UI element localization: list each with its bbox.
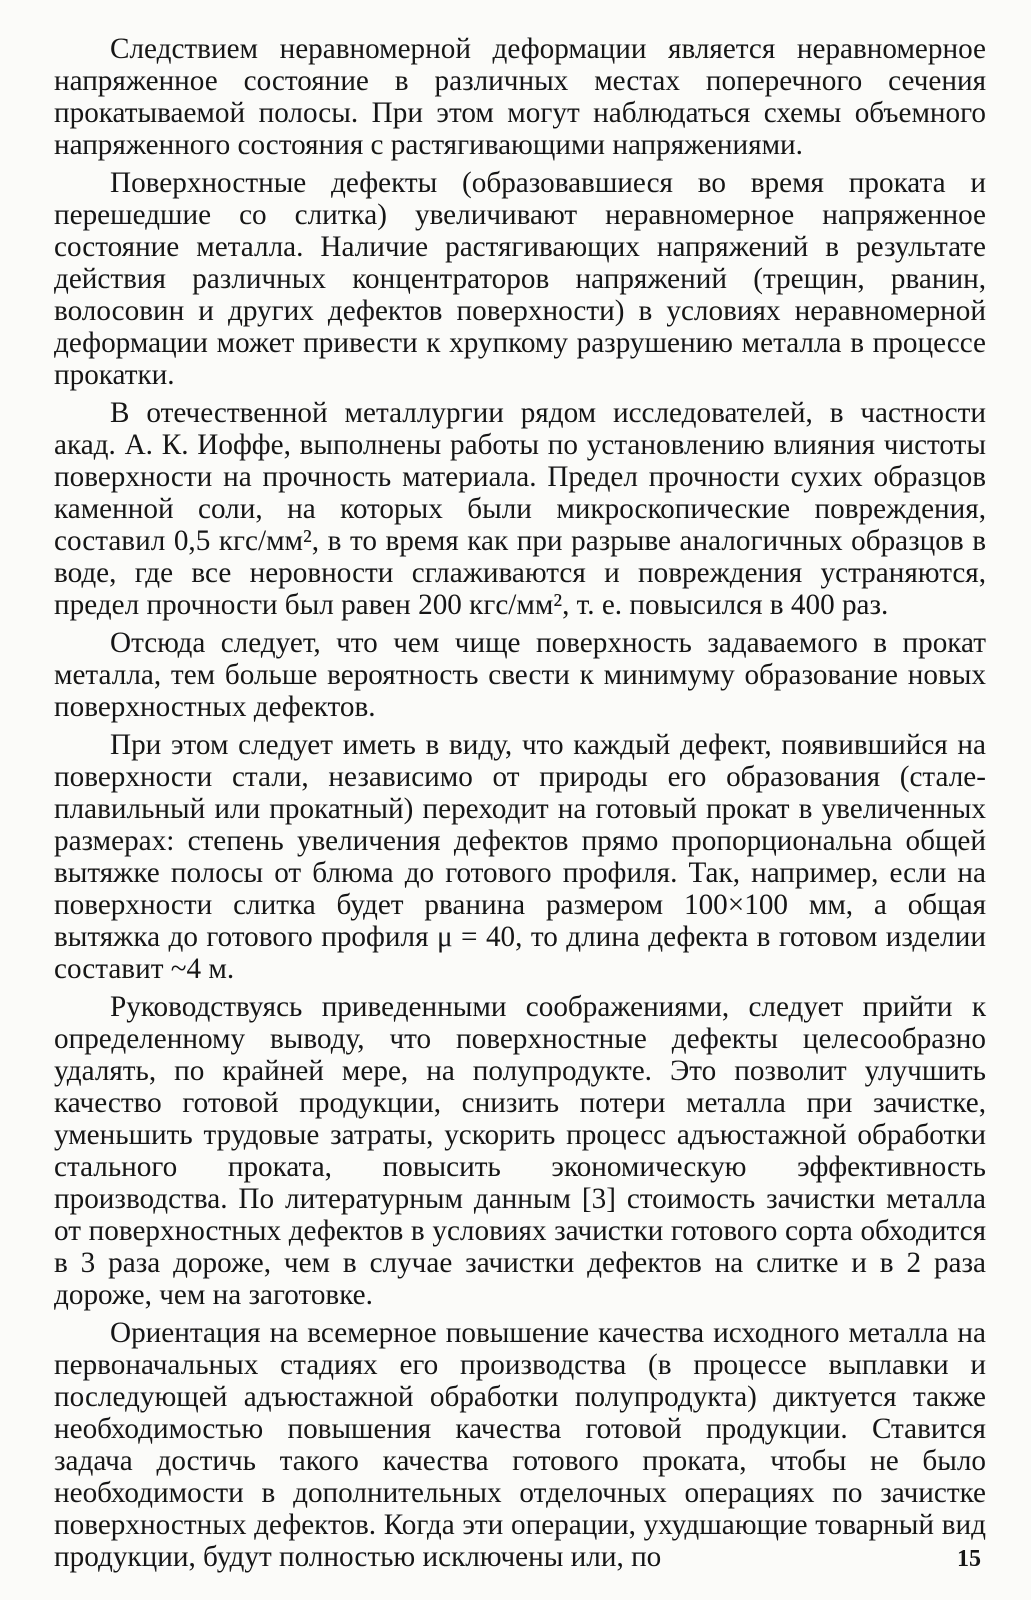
paragraph-7: Ориентация на всемерное повышение качества исходного металла на первоначальных стадиях его производства (в процессе выплавки и последующей адъюстажной обработки полупродукта) диктуется также необходимостью повышения качества готовой продукции. Ставится задача достичь такого качества готового проката, чтобы не было необходимости в дополнительных отделочных операциях по зачистке поверхностных дефектов. Когда эти операции, ухудшающие товарный вид продукции, будут полностью исключены или, по xyxy=(54,1317,986,1573)
page-number: 15 xyxy=(957,1546,981,1572)
paragraph-3: В отечественной металлургии рядом исследователей, в частности акад. А. К. Иоффе, выполнены работы по установлению влияния чистоты поверхности на прочность материала. Предел прочности сухих образцов каменной соли, на которых были микроскопические повреждения, составил 0,5 кгс/мм², в то время как при разрыве аналогичных образцов в воде, где все неровности сглаживаются и повреждения устраняются, предел прочности был равен 200 кгс/мм², т. е. повысился в 400 раз. xyxy=(54,397,986,621)
paragraph-1: Следствием неравномерной деформации является неравномерное напряженное состояние в различных местах поперечного сечения прокатываемой полосы. При этом могут наблюдаться схемы объемного напряженного состояния с растягивающими напряжениями. xyxy=(54,33,986,161)
paragraph-2: Поверхностные дефекты (образовавшиеся во время проката и перешедшие со слитка) увеличивают неравномерное напряженное состояние металла. Наличие растягивающих напряжений в результате действия различных концентраторов напряжений (трещин, рванин, волосовин и других дефектов поверхности) в условиях неравномерной деформации может привести к хрупкому разрушению металла в процессе прокатки. xyxy=(54,167,986,391)
paragraph-6: Руководствуясь приведенными соображениями, следует прийти к определенному выводу, что поверхностные дефекты целесообразно удалять, по крайней мере, на полупродукте. Это позволит улучшить качество готовой продукции, снизить потери металла при зачистке, уменьшить трудовые затраты, ускорить процесс адъюстажной обработки стального проката, повысить экономическую эффективность производства. По литературным данным [3] стоимость зачистки металла от поверхностных дефектов в условиях зачистки готового сорта обходится в 3 раза дороже, чем в случае зачистки дефектов на слитке и в 2 раза дороже, чем на заготовке. xyxy=(54,991,986,1311)
paragraph-5: При этом следует иметь в виду, что каждый дефект, появившийся на поверхности стали, независимо от природы его образования (сталеплавильный или прокатный) переходит на готовый прокат в увеличенных размерах: степень увеличения дефектов прямо пропорциональна общей вытяжке полосы от блюма до готового профиля. Так, например, если на поверхности слитка будет рванина размером 100×100 мм, а общая вытяжка до готового профиля μ = 40, то длина дефекта в готовом изделии составит ~4 м. xyxy=(54,729,986,985)
body-text xyxy=(54,33,986,1579)
paragraph-4: Отсюда следует, что чем чище поверхность задаваемого в прокат металла, тем больше вероятность свести к минимуму образование новых поверхностных дефектов. xyxy=(54,627,986,723)
